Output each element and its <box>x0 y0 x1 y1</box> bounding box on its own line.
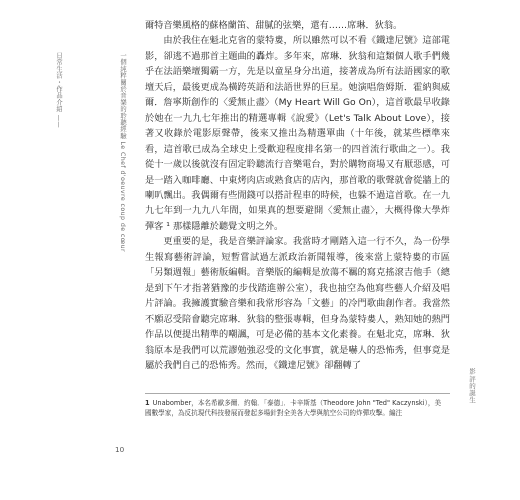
paragraph: 更重要的是，我是音樂評論家。我當時才剛踏入這一行不久，為一份學生報寫藝術評論，短暫嘗試過左派政治新聞報導，後來當上蒙特婁的市區「另類週報」藝術版編輯。音樂版的編輯是放蕩不羈的寫克搖滾吉他手（總是到下午才指著猶豫的步伐踏進辦公室），我也抽空為他寫些藝人介紹及唱片評論。我擁護實驗音樂和我常形容為「文藝」的冷門歌曲創作者。我當然不願忍受陪會聽完席琳．狄翁的整張專輯，但身為蒙特婁人，熟知她的熱門作品以便提出精準的嘲諷，可是必備的基本文化素養。在魁北克，席琳．狄翁原本是我們可以荒謬勉強忍受的文化事實，就是嚇人的恐怖秀，但事竟是屬於我們自己的恐怖秀。然而，《鐵達尼號》卻翻轉了 <box>145 236 450 371</box>
footnote <box>145 398 445 418</box>
footnote-number: 1 <box>145 399 150 407</box>
body-text <box>145 18 450 373</box>
running-head: 日常生活・作品介紹 —— <box>55 52 62 129</box>
page-number: 10 <box>115 445 125 454</box>
side-label: 影評的誕生 <box>468 368 476 404</box>
chapter-title: 一個純粹關於音樂的聆聽經驗 Le Chef d'oeuvre coup de cœur <box>119 52 126 253</box>
paragraph: 由於我住在魁北克省的蒙特婁，所以雖然可以不看《鐵達尼號》這部電影，卻逃不過那首主題曲的轟炸。多年來，席琳．狄翁和這類個人歌手們幾乎在法語樂壇獨霸一方，先是以童星身分出道，接著成為所有法語國家的歌壇天后，最後更成為橫跨英語和法語世界的巨星。她演唱詹姆斯．霍納與威爾．詹寧斯創作的〈愛無止盡〉（My Heart Will Go On），這首歌最早收錄於她在一九九七年推出的精選專輯《說愛》（Let's Talk About Love），接著又收錄於電影原聲帶，後來又推出為精選單曲（十年後，就某些標準來看，這首歌已成為全球史上受歡迎程度排名第一的四首流行歌曲之一）。我從十一歲以後就沒有固定聆聽流行音樂電台，對於購物商場又有厭惡感，可是一踏入咖啡廳、中東烤肉店或熟食店的店內，那首歌的歌聲就會從牆上的喇叭飄出。我偶爾有些閒錢可以搭計程車的時候，也躲不過這首歌。在一九九七年到一九九八年間，如果真的想要避開〈愛無止盡〉，大概得像大學炸彈客 ¹ 那樣隱離於聽覺文明之外。 <box>145 35 450 232</box>
footnote-text: Unabomber，本名希歐多爾．約翰．「泰德」．卡辛斯基（Theodore John "Ted" Kaczynski），美國數學家，為反抗現代科技發展而發起多場針對全美各大學與航空公司的炸彈攻擊。編注 <box>145 399 442 418</box>
paragraph: 爾特音樂風格的蘇格蘭笛、甜膩的弦樂，還有……席琳．狄翁。 <box>145 20 403 31</box>
footnote-divider <box>145 393 450 394</box>
